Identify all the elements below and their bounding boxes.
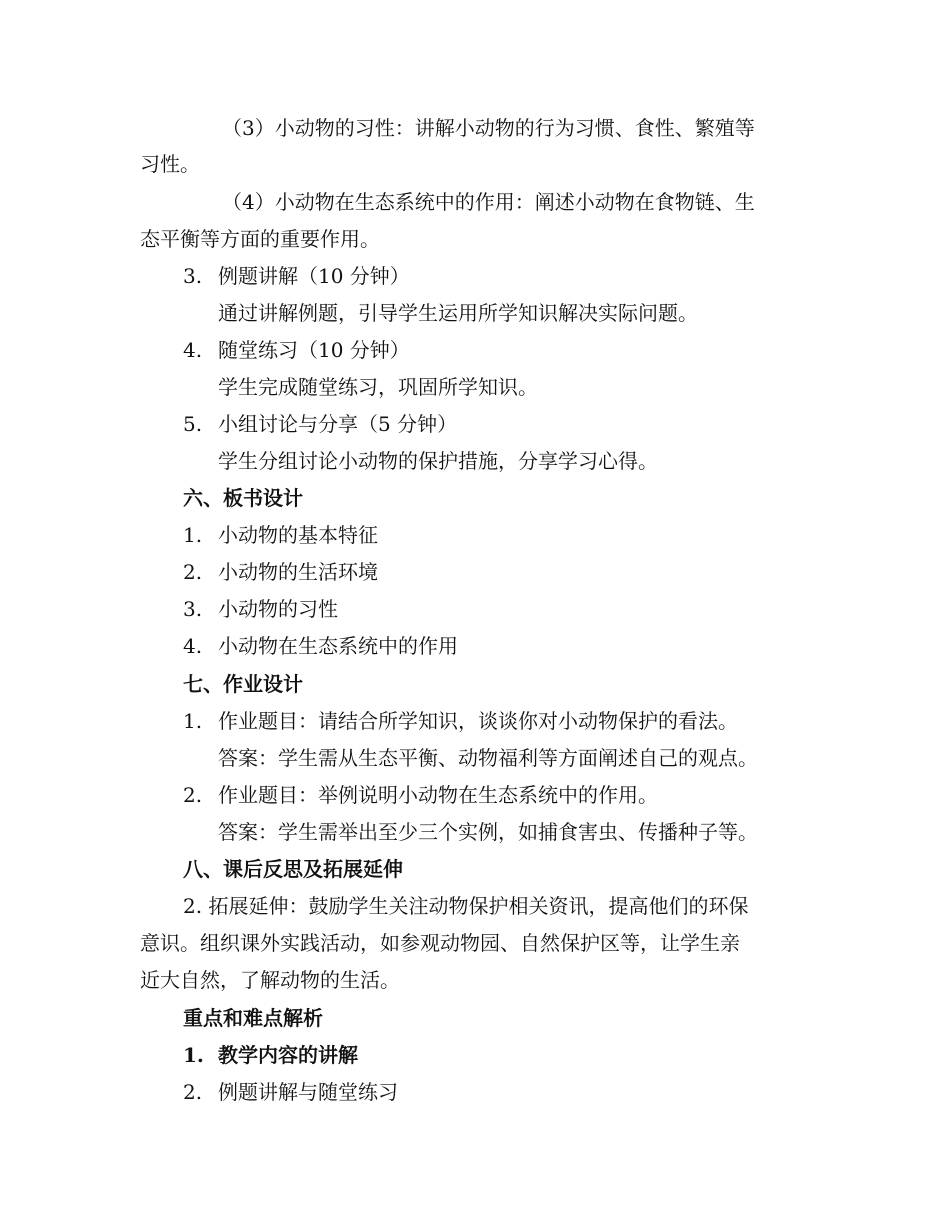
step-number: 3.	[183, 264, 203, 288]
step-item-title	[183, 336, 410, 364]
step-title: 例题讲解（10 分钟）	[218, 264, 410, 288]
step-title: 随堂练习（10 分钟）	[218, 338, 410, 362]
board-item-number: 2.	[183, 560, 203, 584]
step-description: 学生分组讨论小动物的保护措施，分享学习心得。	[218, 449, 658, 473]
reflection-line1: 2. 拓展延伸：鼓励学生关注动物保护相关资讯，提高他们的环保	[183, 894, 749, 918]
step-number: 5.	[183, 412, 203, 436]
analysis-item-number: 2.	[183, 1080, 203, 1104]
analysis-item-text: 例题讲解与随堂练习	[218, 1080, 398, 1104]
homework-question: 作业题目：请结合所学知识，谈谈你对小动物保护的看法。	[218, 709, 738, 733]
paragraph-habits-line1: （3）小动物的习性：讲解小动物的行为习惯、食性、繁殖等	[222, 116, 755, 140]
board-item-text: 小动物的基本特征	[218, 523, 378, 547]
paragraph-role-line1: （4）小动物在生态系统中的作用：阐述小动物在食物链、生	[222, 190, 755, 214]
step-number: 4.	[183, 338, 203, 362]
analysis-item	[183, 1078, 398, 1106]
homework-number: 1.	[183, 709, 203, 733]
homework-item	[183, 781, 658, 809]
analysis-heading: 重点和难点解析	[183, 1006, 323, 1030]
homework-answer: 答案：学生需举出至少三个实例，如捕食害虫、传播种子等。	[218, 820, 758, 844]
board-item	[183, 595, 338, 623]
analysis-item-number: 1.	[183, 1043, 204, 1067]
board-item-text: 小动物的习性	[218, 597, 338, 621]
board-item-number: 4.	[183, 634, 203, 658]
analysis-item	[183, 1041, 358, 1069]
homework-number: 2.	[183, 783, 203, 807]
board-item	[183, 521, 378, 549]
homework-heading: 七、作业设计	[183, 672, 303, 696]
step-item-title	[183, 262, 410, 290]
step-description: 通过讲解例题，引导学生运用所学知识解决实际问题。	[218, 301, 698, 325]
board-design-heading: 六、板书设计	[183, 486, 303, 510]
homework-answer: 答案：学生需从生态平衡、动物福利等方面阐述自己的观点。	[218, 746, 758, 770]
paragraph-role-line2: 态平衡等方面的重要作用。	[140, 227, 380, 251]
step-title: 小组讨论与分享（5 分钟）	[218, 412, 458, 436]
reflection-heading: 八、课后反思及拓展延伸	[183, 857, 403, 881]
board-item	[183, 558, 378, 586]
reflection-line3: 近大自然，了解动物的生活。	[140, 968, 400, 992]
homework-question: 作业题目：举例说明小动物在生态系统中的作用。	[218, 783, 658, 807]
analysis-item-text: 教学内容的讲解	[218, 1043, 358, 1067]
step-description: 学生完成随堂练习，巩固所学知识。	[218, 375, 538, 399]
board-item-number: 3.	[183, 597, 203, 621]
board-item-number: 1.	[183, 523, 203, 547]
reflection-line2: 意识。组织课外实践活动，如参观动物园、自然保护区等，让学生亲	[140, 931, 740, 955]
step-item-title	[183, 410, 457, 438]
homework-item	[183, 707, 738, 735]
board-item-text: 小动物在生态系统中的作用	[218, 634, 458, 658]
paragraph-habits-line2: 习性。	[140, 152, 200, 176]
board-item	[183, 632, 458, 660]
board-item-text: 小动物的生活环境	[218, 560, 378, 584]
